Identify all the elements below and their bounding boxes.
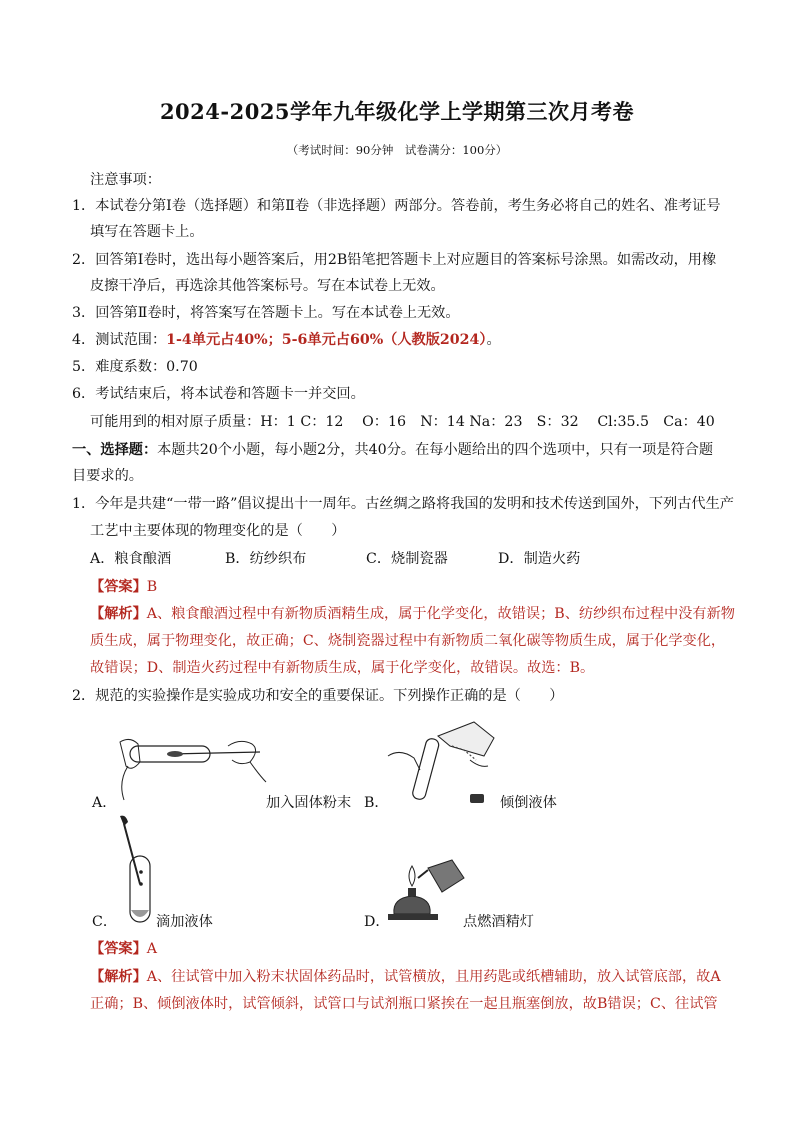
note-3: 3．回答第Ⅱ卷时，将答案写在答题卡上。写在本试卷上无效。 [72,305,460,321]
q1-analysis-line-2: 质生成，属于物理变化，故正确；C、烧制瓷器过程中有新物质二氧化碳等物质生成，属于化学变化， [90,633,726,649]
answer-label: 【答案】 [90,941,147,957]
q2-analysis-line-1 [90,967,721,987]
test-range: 1-4单元占40%；5-6单元占60%（人教版2024） [166,332,487,348]
section-1-line-2: 目要求的。 [72,468,143,484]
note-6: 6．考试结束后，将本试卷和答题卡一并交回。 [72,386,365,402]
q2-option-c-letter: C． [92,914,118,930]
q2-option-d-caption: 点燃酒精灯 [463,914,534,930]
q1-option-b: B．纺纱织布 [225,551,307,567]
note-4-end: 。 [486,332,501,348]
q1-option-c: C．烧制瓷器 [366,551,448,567]
note-1-line-2: 填写在答题卡上。 [90,224,204,240]
q2-analysis-line-2: 正确；B、倾倒液体时，试管倾斜，试管口与试剂瓶口紧挨在一起且瓶塞倒放，故B错误；C、往试管 [90,996,718,1012]
figure-a-add-powder [110,722,270,802]
analysis-label: 【解析】 [90,969,147,985]
answer-label: 【答案】 [90,579,147,595]
q1-option-d: D．制造火药 [498,551,581,567]
note-5: 5．难度系数：0.70 [72,359,198,375]
note-4-prefix: 4．测试范围： [72,332,167,348]
section-1-heading [72,440,713,460]
section-1-label: 一、选择题： [72,442,158,458]
notes-heading: 注意事项： [90,172,161,188]
q1-stem-line-2: 工艺中主要体现的物理变化的是（ ） [90,523,346,539]
q2-stem: 2．规范的实验操作是实验成功和安全的重要保证。下列操作正确的是（ ） [72,688,564,704]
q2-analysis-text-1: A、往试管中加入粉末状固体药品时，试管横放，且用药匙或纸槽辅助，放入试管底部，故A [146,969,721,985]
note-1-line-1: 1．本试卷分第Ⅰ卷（选择题）和第Ⅱ卷（非选择题）两部分。答卷前，考生务必将自己的姓名、准考证号 [72,198,721,214]
q2-option-b-letter: B． [364,795,389,811]
q1-analysis-line-3: 故错误；D、制造火药过程中有新物质生成，属于化学变化，故错误。故选：B。 [90,660,595,676]
q2-option-a-letter: A． [92,795,117,811]
note-4 [72,330,501,350]
figure-d-alcohol-lamp [388,858,468,930]
q2-option-d-letter: D． [364,914,390,930]
atomic-mass-list: 可能用到的相对原子质量：H：1 C：12 O：16 N：14 Na：23 S：32 Cl:35.5 Ca：40 [90,414,715,430]
page-title: 2024-2025学年九年级化学上学期第三次月考卷 [159,99,635,124]
q1-stem-line-1: 1．今年是共建“一带一路”倡议提出十一周年。古丝绸之路将我国的发明和技术传送到国外，下列古代生产 [72,496,734,512]
analysis-label: 【解析】 [90,606,147,622]
note-2-line-1: 2．回答第Ⅰ卷时，选出每小题答案后，用2B铅笔把答题卡上对应题目的答案标号涂黑。如需改动，用橡 [72,252,717,268]
section-1-instructions: 本题共20个小题，每小题2分，共40分。在每小题给出的四个选项中，只有一项是符合题 [157,442,714,458]
q1-analysis-line-1 [90,604,735,624]
q2-option-a-caption: 加入固体粉末 [266,795,352,811]
q1-answer-value: B [146,579,158,595]
q1-analysis-text-1: A、粮食酿酒过程中有新物质酒精生成，属于化学变化，故错误；B、纺纱织布过程中没有新物 [146,606,735,622]
exam-info: （考试时间：90分钟 试卷满分：100分） [286,143,508,157]
q2-answer-value: A [146,941,158,957]
q1-option-a: A．粮食酿酒 [90,551,172,567]
figure-c-dropper [110,814,160,926]
q2-option-c-caption: 滴加液体 [156,914,213,930]
q2-answer [90,939,157,959]
q2-option-b-caption: 倾倒液体 [500,795,557,811]
q1-answer [90,577,157,597]
figure-b-pour-liquid [384,716,504,808]
note-2-line-2: 皮擦干净后，再选涂其他答案标号。写在本试卷上无效。 [90,278,445,294]
